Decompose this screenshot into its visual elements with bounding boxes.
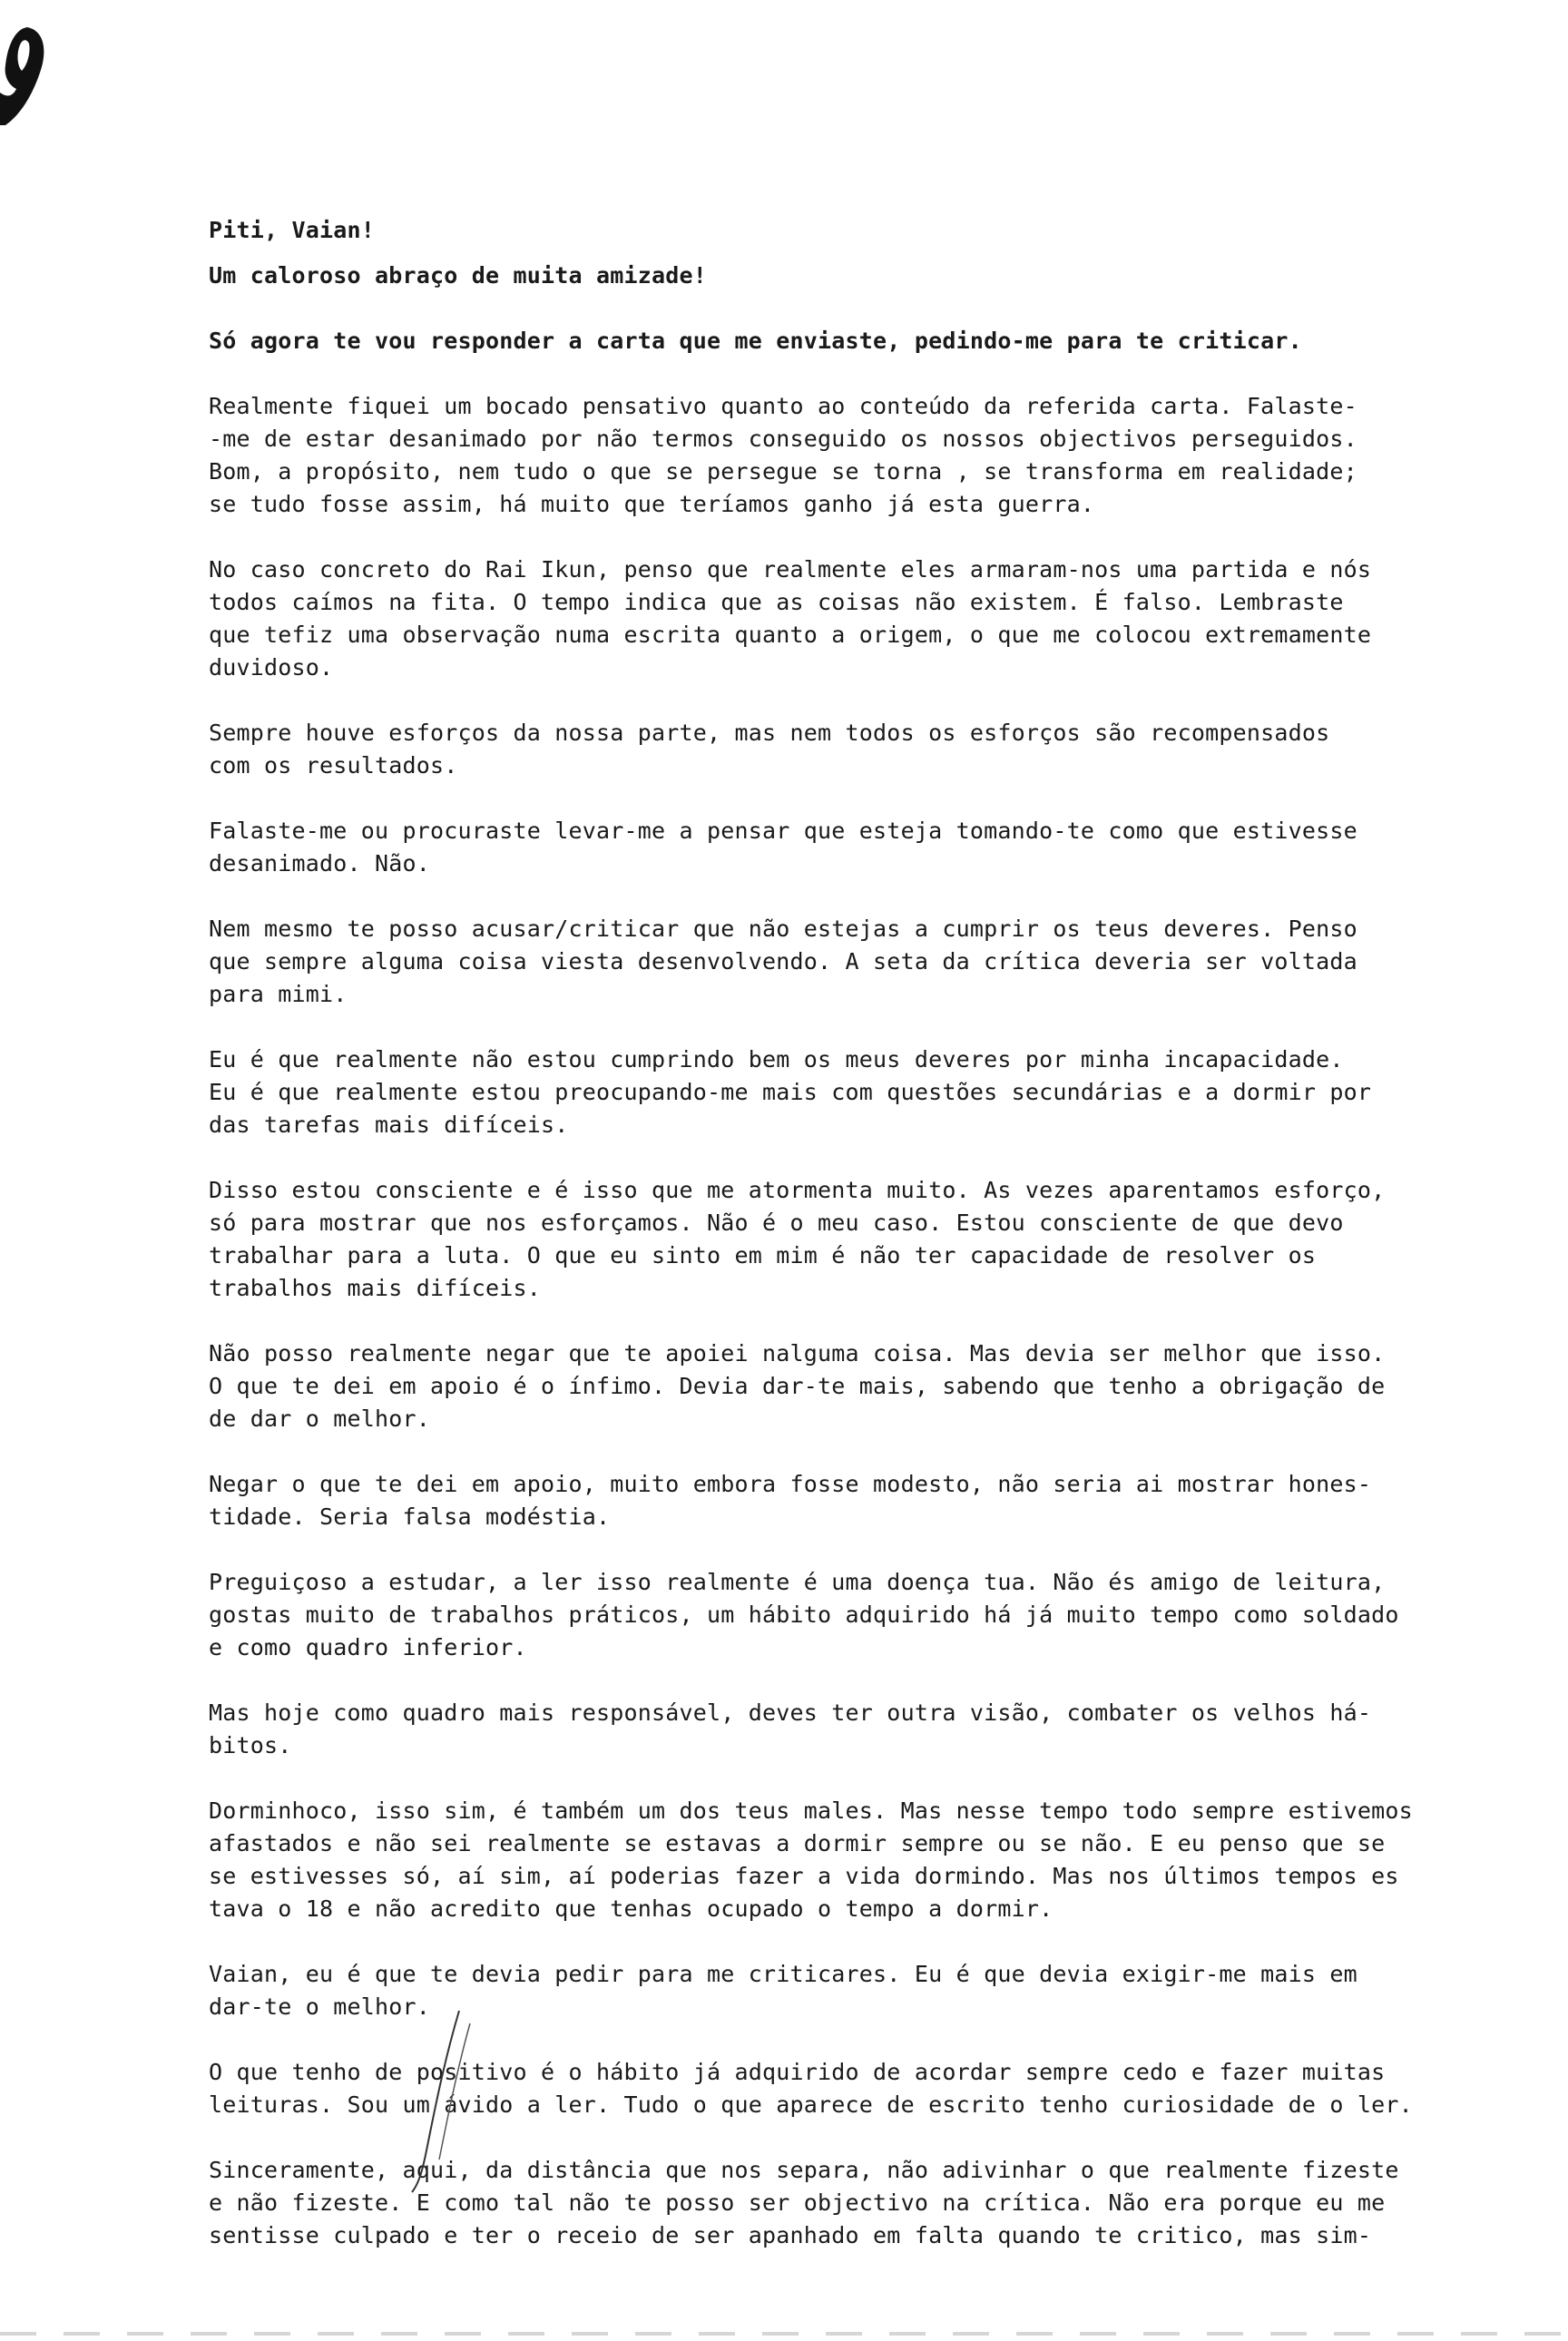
text-line: se estivesses só, aí sim, aí poderias fazer a vida dormindo. Mas nos últimos tempos es [209,1863,1399,1889]
text-line: trabalhar para a luta. O que eu sinto em mim é não ter capacidade de resolver os [209,1242,1317,1268]
text-line: das tarefas mais difíceis. [209,1112,569,1138]
paragraph [209,325,1515,358]
text-line: No caso concreto do Rai Ikun, penso que realmente eles armaram-nos uma partida e nós [209,556,1372,583]
salutation: Piti, Vaian! [209,217,376,243]
scan-edge [0,2332,1568,2336]
text-line: Preguiçoso a estudar, a ler isso realmente é uma doença tua. Não és amigo de leitura, [209,1569,1386,1595]
paragraph [209,913,1515,1011]
paragraph [209,390,1515,521]
text-line: com os resultados. [209,752,458,779]
text-line: sentisse culpado e ter o receio de ser apanhado em falta quando te critico, mas sim- [209,2222,1372,2248]
text-line: Realmente fiquei um bocado pensativo quanto ao conteúdo da referida carta. Falaste- [209,393,1357,419]
text-line: Sinceramente, aqui, da distância que nos separa, não adivinhar o que realmente fizeste [209,2157,1399,2183]
text-line: O que tenho de positivo é o hábito já adquirido de acordar sempre cedo e fazer muitas [209,2059,1386,2085]
text-line: Bom, a propósito, nem tudo o que se persegue se torna , se transforma em realidade; [209,458,1357,485]
text-line: se tudo fosse assim, há muito que teríamos ganho já esta guerra. [209,491,1095,517]
text-line: que tefiz uma observação numa escrita quanto a origem, o que me colocou extremamente [209,622,1372,648]
text-line: tava o 18 e não acredito que tenhas ocupado o tempo a dormir. [209,1895,1054,1922]
text-line: todos caímos na fita. O tempo indica que as coisas não existem. É falso. Lembraste [209,589,1344,615]
text-line: Não posso realmente negar que te apoiei nalguma coisa. Mas devia ser melhor que isso. [209,1340,1386,1366]
text-line: e como quadro inferior. [209,1634,527,1660]
text-line: leituras. Sou um ávido a ler. Tudo o que aparece de escrito tenho curiosidade de o ler. [209,2091,1413,2118]
paragraph [209,815,1515,880]
paragraph [209,1566,1515,1664]
paragraph [209,1337,1515,1435]
paragraph [209,1795,1515,1925]
paragraph [209,1043,1515,1141]
text-line: trabalhos mais difíceis. [209,1275,542,1301]
text-line: afastados e não sei realmente se estavas a dormir sempre ou se não. E eu penso que se [209,1830,1386,1856]
text-line: Negar o que te dei em apoio, muito embora fosse modesto, não seria ai mostrar hones- [209,1471,1372,1497]
text-line: Dorminhoco, isso sim, é também um dos teus males. Mas nesse tempo todo sempre estivemos [209,1797,1413,1824]
text-line: desanimado. Não. [209,850,431,877]
text-line: Disso estou consciente e é isso que me atormenta muito. As vezes aparentamos esforço, [209,1177,1386,1203]
text-line: gostas muito de trabalhos práticos, um hábito adquirido há já muito tempo como soldado [209,1601,1399,1628]
text-line: Falaste-me ou procuraste levar-me a pensar que esteja tomando-te como que estivesse [209,818,1357,844]
text-line: Vaian, eu é que te devia pedir para me criticares. Eu é que devia exigir-me mais em [209,1961,1357,1987]
text-line: -me de estar desanimado por não termos conseguido os nossos objectivos perseguidos. [209,426,1357,452]
text-line: O que te dei em apoio é o ínfimo. Devia dar-te mais, sabendo que tenho a obrigação de [209,1373,1386,1399]
text-line: que sempre alguma coisa viesta desenvolvendo. A seta da crítica deveria ser voltada [209,948,1357,975]
paragraph [209,553,1515,684]
text-line: tidade. Seria falsa modéstia. [209,1504,611,1530]
greeting: Um caloroso abraço de muita amizade! [209,262,708,289]
paragraph [209,1174,1515,1305]
letter-body [209,214,1515,2252]
corner-ink-mark [0,25,47,127]
text-line: dar-te o melhor. [209,1993,431,2020]
text-line: só para mostrar que nos esforçamos. Não é o meu caso. Estou consciente de que devo [209,1210,1344,1236]
text-line: duvidoso. [209,654,334,681]
text-line: Sempre houve esforços da nossa parte, mas nem todos os esforços são recompensados [209,720,1330,746]
paragraph [209,1468,1515,1533]
paragraphs [209,325,1515,2252]
paragraph [209,717,1515,782]
text-line: para mimi. [209,981,348,1007]
text-line: Eu é que realmente estou preocupando-me mais com questões secundárias e a dormir por [209,1079,1372,1105]
text-line: bitos. [209,1732,292,1758]
text-line: Mas hoje como quadro mais responsável, deves ter outra visão, combater os velhos há- [209,1699,1372,1726]
text-line: Só agora te vou responder a carta que me enviaste, pedindo-me para te criticar. [209,328,1302,354]
text-line: de dar o melhor. [209,1406,431,1432]
paragraph [209,1697,1515,1762]
text-line: e não fizeste. E como tal não te posso ser objectivo na crítica. Não era porque eu me [209,2189,1386,2216]
text-line: Eu é que realmente não estou cumprindo bem os meus deveres por minha incapacidade. [209,1046,1344,1073]
text-line: Nem mesmo te posso acusar/criticar que não estejas a cumprir os teus deveres. Penso [209,916,1357,942]
pen-stroke [372,2005,499,2196]
